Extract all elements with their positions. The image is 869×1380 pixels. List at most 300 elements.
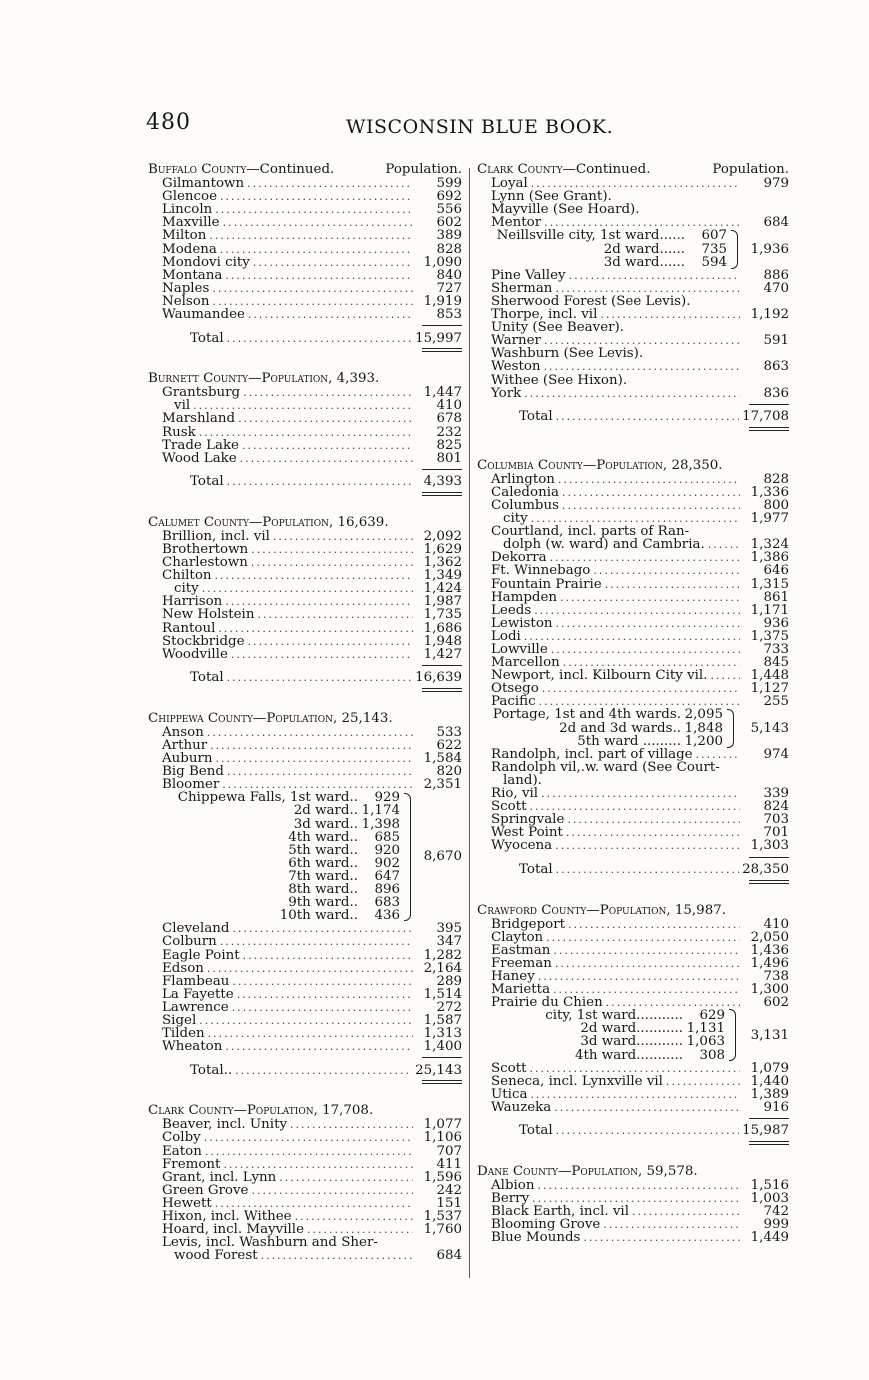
town-name: Arlington: [491, 471, 555, 487]
total-rule: [749, 404, 789, 405]
population-value: 1,313: [423, 1026, 462, 1042]
town-name: Anson: [162, 724, 204, 740]
dot-leader: [534, 604, 740, 617]
town-list: [148, 177, 462, 321]
town-row: [477, 918, 789, 931]
ward-label: 3d ward..: [293, 816, 358, 832]
town-name: Wood Lake: [162, 450, 237, 466]
ward-group: [477, 708, 789, 747]
population-value: 1,300: [750, 982, 789, 998]
population-value: 1,282: [423, 947, 462, 963]
dot-leader: [632, 1205, 740, 1218]
town-name: Otsego: [491, 681, 539, 697]
cross-reference-note: Lynn (See Grant).: [491, 189, 612, 205]
ward-value: 1,131: [686, 1021, 725, 1037]
population-value: 1,386: [750, 550, 789, 566]
population-value: 347: [436, 934, 462, 950]
population-value: 1,400: [423, 1039, 462, 1055]
town-name: vil: [174, 398, 191, 414]
ward-value: 920: [374, 842, 400, 858]
town-name: Fountain Prairie: [491, 576, 602, 592]
dot-leader: [243, 949, 413, 962]
dot-leader: [569, 269, 740, 282]
town-row: [148, 988, 462, 1001]
total-label: Total: [190, 330, 224, 346]
town-name: Auburn: [162, 751, 213, 767]
town-name: Naples: [162, 280, 210, 296]
town-name: Eagle Point: [162, 947, 240, 963]
population-value: 1,596: [423, 1169, 462, 1185]
population-value: 411: [436, 1156, 462, 1172]
population-value: 861: [763, 589, 789, 605]
town-name: Fremont: [162, 1156, 221, 1172]
town-row: [148, 975, 462, 988]
town-row: [477, 578, 789, 591]
dot-leader: [248, 308, 413, 321]
population-value: 742: [763, 1204, 789, 1220]
population-value: 800: [763, 497, 789, 513]
ward-label: 4th ward...........: [574, 1047, 683, 1063]
population-value: 738: [763, 968, 789, 984]
population-value: 2,351: [423, 777, 462, 793]
town-row: [148, 1249, 462, 1262]
total-rule: [749, 1118, 789, 1119]
population-value: 1,440: [750, 1073, 789, 1089]
town-name: Hoard, incl. Mayville: [162, 1222, 305, 1238]
town-list: [477, 748, 789, 761]
county-name: Chippewa County: [148, 710, 253, 726]
population-value: 1,987: [423, 594, 462, 610]
total-label: Total: [519, 409, 553, 425]
total-rule: [422, 665, 462, 666]
county-suffix: —Continued.: [246, 162, 335, 177]
dot-leader: [666, 1075, 740, 1088]
ward-label: 5th ward .........: [577, 733, 681, 749]
town-row: [477, 1088, 789, 1101]
population-value: 840: [436, 267, 462, 283]
ward-total: 8,670: [423, 849, 462, 865]
town-row: [477, 957, 789, 970]
dot-leader: [220, 243, 413, 256]
town-row: [477, 564, 789, 577]
county-heading: [477, 1165, 789, 1178]
town-name: Beaver, incl. Unity: [162, 1117, 288, 1133]
town-name: Eaton: [162, 1143, 202, 1159]
dot-leader: [562, 499, 740, 512]
ward-label: 5th ward..: [288, 842, 358, 858]
county-suffix: —Population, 28,350.: [582, 457, 723, 473]
town-row: [148, 1040, 462, 1053]
population-value: 733: [763, 642, 789, 657]
county-heading: [477, 163, 789, 176]
population-label: Population.: [385, 162, 462, 177]
population-value: 1,375: [750, 628, 789, 644]
population-value: 853: [436, 307, 462, 323]
county-name: Dane County: [477, 1164, 558, 1179]
dot-leader: [530, 1088, 740, 1101]
town-name: La Fayette: [162, 986, 234, 1002]
county-suffix: —Population, 25,143.: [252, 710, 393, 726]
ward-value: 685: [374, 829, 400, 845]
ward-total: 5,143: [750, 720, 789, 736]
population-value: 1,079: [750, 1060, 789, 1076]
cross-reference-note: Mayville (See Hoard).: [491, 202, 640, 218]
town-row: [148, 229, 462, 242]
total-value: 15,987: [742, 1123, 789, 1139]
dot-leader: [290, 1118, 413, 1131]
population-value: 836: [763, 385, 789, 401]
dot-leader: [220, 935, 413, 948]
dot-leader: [225, 1040, 413, 1053]
town-row: [477, 282, 789, 295]
dot-leader: [551, 643, 740, 656]
town-row: [148, 256, 462, 269]
town-row: [148, 1131, 462, 1144]
town-name: Clayton: [491, 929, 544, 945]
population-value: 1,496: [750, 955, 789, 971]
town-name: city: [503, 511, 528, 527]
town-row: [477, 931, 789, 944]
county-name: Columbia County: [477, 457, 583, 473]
population-value: 1,349: [423, 568, 462, 584]
town-row: [148, 439, 462, 452]
ward-label: Neillsville city, 1st ward......: [496, 228, 685, 244]
town-name: wood Forest: [174, 1248, 258, 1264]
population-value: 1,336: [750, 484, 789, 500]
town-list: [148, 386, 462, 465]
dot-leader: [538, 970, 740, 983]
town-name: Springvale: [491, 812, 565, 828]
town-name: Lewiston: [491, 615, 553, 631]
dot-leader: [567, 813, 740, 826]
population-value: 470: [763, 280, 789, 296]
population-value: 602: [436, 215, 462, 231]
ward-label: city, 1st ward...........: [545, 1008, 683, 1024]
dot-leader: [204, 1131, 413, 1144]
town-name: West Point: [491, 825, 563, 841]
town-row: [477, 486, 789, 499]
town-name: Grant, incl. Lynn: [162, 1169, 277, 1185]
population-value: 727: [436, 280, 462, 296]
town-list: [477, 1062, 789, 1114]
town-name: Marietta: [491, 982, 551, 998]
town-name: Colburn: [162, 934, 217, 950]
population-value: 1,389: [750, 1086, 789, 1102]
population-value: 1,127: [750, 681, 789, 697]
town-row: [148, 412, 462, 425]
town-row: [148, 648, 462, 661]
double-rule: [422, 688, 462, 692]
population-value: 2,164: [423, 960, 462, 976]
town-name: Hixon, incl. Withee: [162, 1209, 292, 1224]
town-name: Warner: [491, 333, 541, 349]
town-row: [148, 1171, 462, 1184]
population-value: 825: [436, 437, 462, 453]
town-row: [148, 530, 462, 543]
town-name: Edson: [162, 960, 204, 976]
population-value: 289: [436, 973, 462, 989]
town-row: [477, 387, 789, 400]
town-row: [148, 269, 462, 282]
population-value: 678: [436, 411, 462, 427]
ward-row: [491, 229, 727, 242]
town-name: Green Grove: [162, 1182, 249, 1198]
town-name: Columbus: [491, 497, 559, 513]
population-value: 395: [436, 921, 462, 937]
town-name: city: [174, 581, 199, 597]
dot-leader: [215, 569, 413, 582]
ward-row: [162, 804, 400, 817]
town-name-wrapped: Levis, incl. Washburn and Sher-: [162, 1235, 378, 1251]
town-name: Arthur: [162, 738, 208, 753]
clark-county-section: [148, 1104, 462, 1262]
ward-total: 3,131: [750, 1027, 789, 1043]
ward-row: [162, 870, 400, 883]
town-name: Utica: [491, 1086, 528, 1102]
town-name: Blooming Grove: [491, 1217, 601, 1233]
brace: [729, 1009, 736, 1061]
dot-leader: [223, 216, 413, 229]
dot-leader: [227, 765, 413, 778]
county-suffix: —Continued.: [562, 162, 651, 177]
total-label: Total: [190, 474, 224, 490]
population-value: 410: [436, 398, 462, 414]
dot-leader: [237, 988, 413, 1001]
dot-leader: [555, 282, 740, 295]
ward-row: [491, 735, 723, 748]
ward-value: 308: [699, 1047, 725, 1063]
dot-leader: [209, 229, 413, 242]
town-name: York: [491, 385, 522, 401]
county-heading: [148, 163, 462, 176]
dot-leader: [210, 739, 413, 752]
total-row: [477, 1123, 789, 1139]
population-value: 1,919: [423, 293, 462, 309]
town-row: [477, 617, 789, 630]
town-name: Tilden: [162, 1026, 205, 1042]
dot-leader: [295, 1210, 413, 1223]
county-suffix: —Population, 16,639.: [248, 514, 389, 530]
town-name: Lowville: [491, 642, 548, 657]
ward-label: 6th ward..: [288, 855, 358, 871]
town-name: Trade Lake: [162, 437, 239, 453]
town-name: Marshland: [162, 411, 236, 427]
county-suffix: —Population, 15,987.: [586, 902, 726, 918]
town-name: Scott: [491, 1060, 527, 1076]
town-name: Ft. Winnebago: [491, 563, 591, 579]
town-name: Freeman: [491, 955, 552, 971]
ward-label: 2d and 3d wards..: [559, 720, 681, 736]
population-value: 979: [763, 176, 789, 192]
dot-leader: [554, 1101, 740, 1114]
population-value: 389: [436, 228, 462, 244]
dot-leader: [524, 630, 740, 643]
ward-row: [162, 818, 400, 831]
dot-leader: [208, 1027, 413, 1040]
population-value: 701: [763, 825, 789, 841]
town-row: [148, 622, 462, 635]
dot-leader: [216, 752, 413, 765]
calumet-county-section: [148, 516, 462, 692]
population-value: 1,192: [750, 307, 789, 323]
population-value: 1,303: [750, 838, 789, 854]
population-value: 824: [763, 799, 789, 815]
population-value: 1,537: [423, 1209, 462, 1224]
town-row: [148, 426, 462, 439]
cross-reference-note: Unity (See Beaver).: [491, 320, 625, 336]
ward-group: [477, 1009, 789, 1061]
population-value: 692: [436, 189, 462, 205]
population-value: 1,735: [423, 607, 462, 623]
town-list: [477, 360, 789, 373]
dot-leader: [212, 282, 413, 295]
ward-label: 3d ward...........: [580, 1034, 683, 1050]
ward-label: 9th ward..: [288, 895, 358, 911]
ward-label: 7th ward..: [288, 868, 358, 884]
population-value: 599: [436, 176, 462, 192]
population-value: 1,760: [423, 1222, 462, 1238]
ward-total: 1,936: [750, 241, 789, 257]
dot-leader: [566, 826, 740, 839]
ward-lines: [477, 229, 727, 268]
town-name: Bridgeport: [491, 916, 566, 932]
town-name: Waumandee: [162, 307, 245, 323]
population-value: 703: [763, 812, 789, 828]
dot-leader: [542, 682, 740, 695]
town-row: [477, 944, 789, 957]
double-rule: [422, 348, 462, 352]
county-name: Buffalo County: [148, 162, 247, 177]
dot-leader: [199, 426, 413, 439]
ward-row: [503, 1035, 725, 1048]
total-label: Total..: [190, 1062, 233, 1078]
dot-leader: [251, 543, 413, 556]
total-value: 4,393: [423, 474, 462, 490]
ward-value: 1,398: [361, 816, 400, 832]
total-value: 28,350: [742, 861, 789, 877]
town-name: Randolph, incl. part of village: [491, 746, 693, 762]
town-name: Nelson: [162, 293, 210, 309]
dot-leader: [225, 269, 413, 282]
total-row: [148, 670, 462, 686]
population-value: 1,171: [750, 602, 789, 618]
population-value: 232: [436, 424, 462, 440]
ward-lines: [148, 791, 400, 922]
town-row: [477, 473, 789, 486]
ward-value: 1,200: [684, 733, 723, 749]
dot-leader: [541, 787, 740, 800]
brace: [404, 793, 411, 921]
dot-leader: [257, 608, 413, 621]
town-name: Flambeau: [162, 973, 230, 989]
dot-leader: [232, 922, 413, 935]
total-value: 17,708: [742, 409, 789, 425]
ward-row: [491, 708, 723, 721]
town-row: [477, 839, 789, 852]
population-value: 886: [763, 267, 789, 283]
county-heading: [148, 372, 462, 385]
dot-leader: [232, 1001, 413, 1014]
town-list: [148, 1118, 462, 1236]
total-row: [148, 474, 462, 490]
town-row: [477, 269, 789, 282]
town-name: Blue Mounds: [491, 1230, 581, 1246]
population-value: 339: [763, 786, 789, 802]
county-suffix: —Population, 59,578.: [557, 1164, 698, 1179]
population-value: 801: [436, 450, 462, 466]
running-head: WISCONSIN BLUE BOOK.: [346, 116, 614, 138]
population-value: 1,449: [750, 1230, 789, 1246]
town-name: Weston: [491, 359, 541, 375]
population-value: 1,629: [423, 541, 462, 557]
population-value: 533: [436, 724, 462, 740]
town-row: [477, 1231, 789, 1244]
population-value: 974: [763, 746, 789, 762]
dot-leader: [218, 622, 413, 635]
ward-label: 2d ward..: [293, 803, 358, 819]
brace: [731, 230, 738, 269]
town-list: [477, 387, 789, 400]
town-name: Rio, vil: [491, 786, 539, 802]
population-value: 2,092: [423, 528, 462, 544]
town-name: Newport, incl. Kilbourn City vil.: [491, 668, 708, 684]
ward-label: 8th ward..: [288, 882, 358, 898]
population-value: 646: [763, 563, 789, 579]
town-name: Wauzeka: [491, 1099, 552, 1115]
ward-value: 607: [701, 228, 727, 244]
population-value: 863: [763, 359, 789, 375]
ward-value: 902: [374, 855, 400, 871]
town-name: New Holstein: [162, 607, 255, 623]
ward-value: 594: [701, 254, 727, 270]
ward-row: [162, 831, 400, 844]
county-heading: [148, 1104, 462, 1117]
town-list: [148, 726, 462, 791]
total-label: Total: [190, 670, 224, 686]
population-value: 684: [763, 215, 789, 231]
ward-row: [162, 857, 400, 870]
town-name: Big Bend: [162, 764, 224, 780]
town-name: Woodville: [162, 646, 228, 662]
town-name: Prairie du Chien: [491, 995, 603, 1011]
town-name: Colby: [162, 1130, 201, 1146]
town-row: [148, 635, 462, 648]
population-value: 1,516: [750, 1178, 789, 1194]
dot-leader: [279, 1171, 413, 1184]
population-value: 936: [763, 615, 789, 631]
town-name: Loyal: [491, 176, 528, 192]
county-name: Clark County: [477, 162, 563, 177]
total-value: 15,997: [415, 330, 462, 346]
dot-leader: [243, 386, 413, 399]
town-row: [477, 360, 789, 373]
town-name: Leeds: [491, 602, 532, 618]
right-column: [477, 163, 789, 1249]
dot-leader: [710, 669, 740, 682]
dot-leader: [544, 360, 740, 373]
county-suffix: —Population, 17,708.: [233, 1103, 374, 1119]
total-rule: [749, 857, 789, 858]
total-label: Total: [519, 861, 553, 877]
town-name: Dekorra: [491, 550, 547, 566]
ward-value: 436: [374, 908, 400, 924]
population-value: 1,324: [750, 537, 789, 553]
population-value: 999: [763, 1217, 789, 1233]
dot-leader: [583, 1231, 740, 1244]
dot-leader: [593, 564, 740, 577]
dot-leader: [253, 256, 413, 269]
population-value: 1,090: [423, 254, 462, 270]
